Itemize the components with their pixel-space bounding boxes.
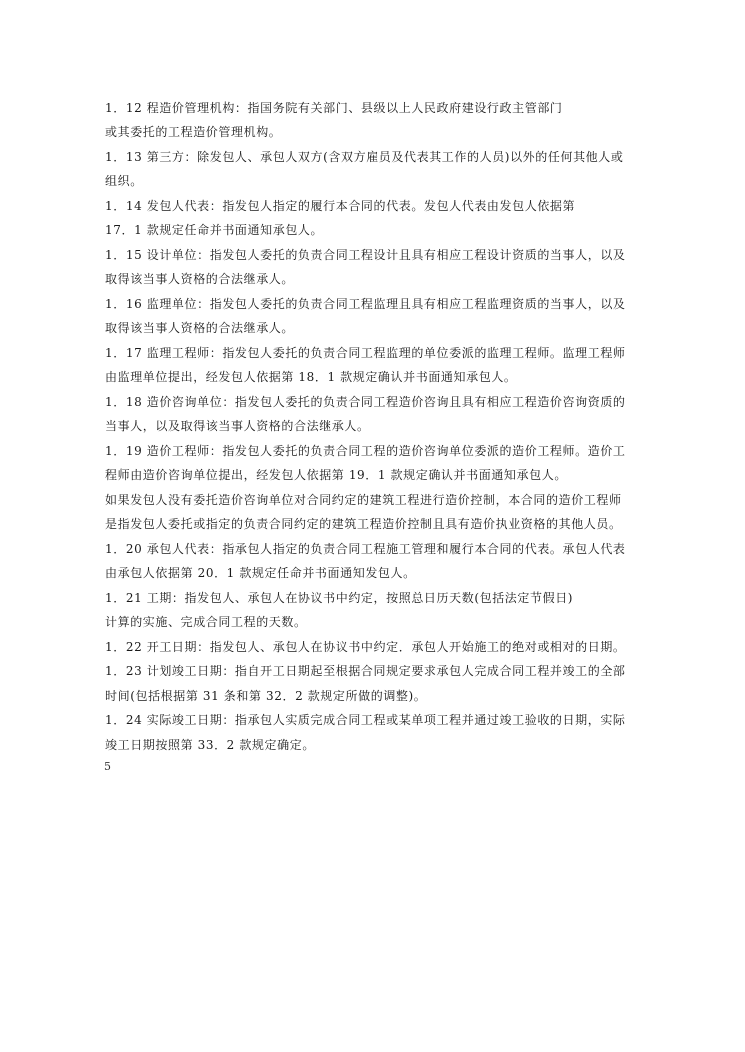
text-line: 1．12 程造价管理机构：指国务院有关部门、县级以上人民政府建设行政主管部门 bbox=[105, 101, 563, 115]
text-line: 组织。 bbox=[105, 174, 143, 188]
text-line: 取得该当事人资格的合法继承人。 bbox=[105, 272, 295, 286]
text-line: 由承包人依据第 20．1 款规定任命并书面通知发包人。 bbox=[105, 566, 416, 580]
text-line: 1．16 监理单位：指发包人委托的负责合同工程监理且具有相应工程监理资质的当事人，以及 bbox=[105, 297, 626, 311]
text-line: 1．24 实际竣工日期：指承包人实质完成合同工程或某单项工程并通过竣工验收的日期，实际 bbox=[105, 713, 626, 727]
text-line: 1．23 计划竣工日期：指自开工日期起至根据合同规定要求承包人完成合同工程并竣工的全部 bbox=[105, 664, 626, 678]
text-line: 计算的实施、完成合同工程的天数。 bbox=[105, 615, 307, 629]
text-line: 时间(包括根据第 31 条和第 32．2 款规定所做的调整)。 bbox=[105, 689, 427, 703]
text-line: 当事人，以及取得该当事人资格的合法继承人。 bbox=[105, 419, 370, 433]
page-number: 5 bbox=[104, 760, 111, 773]
text-line: 如果发包人没有委托造价咨询单位对合同约定的建筑工程进行造价控制，本合同的造价工程师 bbox=[105, 493, 622, 507]
text-line: 程师由造价咨询单位提出，经发包人依据第 19．1 款规定确认并书面通知承包人。 bbox=[105, 468, 567, 482]
text-line: 1．20 承包人代表：指承包人指定的负责合同工程施工管理和履行本合同的代表。承包人代表 bbox=[105, 542, 626, 556]
text-line: 1．13 第三方：除发包人、承包人双方(含双方雇员及代表其工作的人员)以外的任何其他人或 bbox=[105, 150, 624, 164]
text-line: 由监理单位提出，经发包人依据第 18．1 款规定确认并书面通知承包人。 bbox=[105, 370, 517, 384]
text-line: 1．19 造价工程师：指发包人委托的负责合同工程的造价咨询单位委派的造价工程师。造价工 bbox=[105, 444, 626, 458]
text-line: 1．22 开工日期：指发包人、承包人在协议书中约定．承包人开始施工的绝对或相对的日期。 bbox=[105, 640, 626, 654]
text-line: 1．15 设计单位：指发包人委托的负责合同工程设计且具有相应工程设计资质的当事人，以及 bbox=[105, 248, 626, 262]
text-line: 17．1 款规定任命并书面通知承包人。 bbox=[105, 223, 324, 237]
text-line: 取得该当事人资格的合法继承人。 bbox=[105, 321, 295, 335]
text-line: 竣工日期按照第 33．2 款规定确定。 bbox=[105, 738, 315, 752]
text-line: 1．17 监理工程师：指发包人委托的负责合同工程监理的单位委派的监理工程师。监理工程师 bbox=[105, 346, 626, 360]
text-line: 1．21 工期：指发包人、承包人在协议书中约定，按照总日历天数(包括法定节假日) bbox=[105, 591, 574, 605]
text-line: 1．14 发包人代表：指发包人指定的履行本合同的代表。发包人代表由发包人依据第 bbox=[105, 199, 576, 213]
text-line: 是指发包人委托或指定的负责合同约定的建筑工程造价控制且具有造价执业资格的其他人员。 bbox=[105, 517, 622, 531]
text-line: 或其委托的工程造价管理机构。 bbox=[105, 125, 282, 139]
text-line: 1．18 造价咨询单位：指发包人委托的负责合同工程造价咨询且具有相应工程造价咨询资质的 bbox=[105, 395, 626, 409]
